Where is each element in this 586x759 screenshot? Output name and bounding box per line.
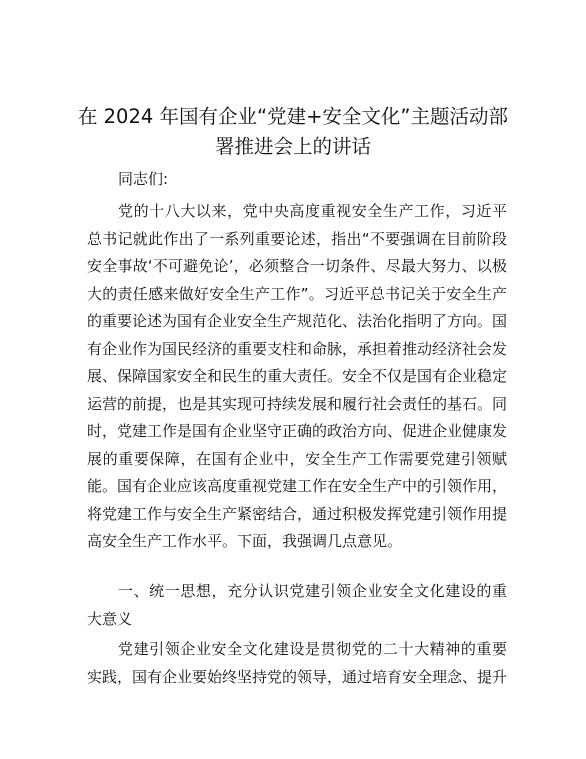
- body-paragraph-section-1: 党建引领企业安全文化建设是贯彻党的二十大精神的重要实践，国有企业要始终坚持党的领导，通过培育安全理念、提升: [87, 640, 508, 686]
- salutation: 同志们:: [118, 170, 169, 188]
- body-paragraph-intro: 党的十八大以来，党中央高度重视安全生产工作，习近平总书记就此作出了一系列重要论述，指出“不要强调在目前阶段安全事故‘不可避免论’，必须整合一切条件、尽最大努力、以极大的责任感来做好安全生产工作”。习近平总书记关于安全生产的重要论述为国有企业安全生产规范化、法治化指明了方向。国有企业作为国民经济的重要支柱和命脉，承担着推动经济社会发展、保障国家安全和民生的重大责任。安全不仅是国有企业稳定运营的前提，也是其实现可持续发展和履行社会责任的基石。同时，党建工作是国有企业坚守正确的政治方向、促进企业健康发展的重要保障，在国有企业中，安全生产工作需要党建引领赋能。国有企业应该高度重视党建工作在安全生产中的引领作用，将党建工作与安全生产紧密结合，通过积极发挥党建引领作用提高安全生产工作水平。下面，我强调几点意见。: [87, 202, 508, 550]
- section-heading-1: 一、统一思想，充分认识党建引领企业安全文化建设的重大意义: [87, 582, 507, 628]
- document-title: 在 2024 年国有企业“党建+安全文化”主题活动部署推进会上的讲话: [77, 105, 509, 158]
